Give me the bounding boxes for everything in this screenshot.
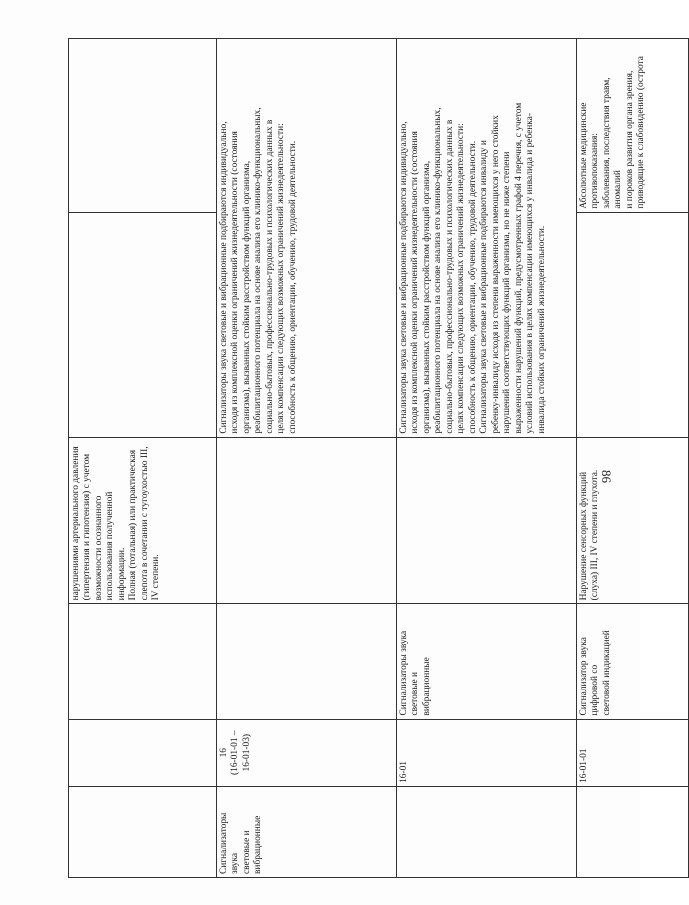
page-number: 86 — [599, 470, 614, 483]
cell-category: Сигнализаторы звука световые и вибрационные — [217, 786, 397, 877]
table-row — [69, 39, 217, 878]
table-row — [217, 39, 397, 878]
cell-function-impairment — [217, 437, 397, 604]
cell-function-impairment — [397, 437, 577, 604]
cell-code: 16-01-01 — [577, 719, 689, 786]
cell-recommendations — [577, 212, 689, 437]
cell-contraindications — [69, 39, 217, 213]
cell-recommendations: Сигнализаторы звука световые и вибрационные подбираются индивидуально, исходя из комплексной оценки ограничений жизнедеятельности (состояния организма), вызванных стойким расстройством функций организма, реабилитационного потенциала на основе анализа его клинико-функциональных, социально-бытовых, профессионально-трудовых и психологических данных в целях компенсации следующих возможных ограничений жизнедеятельности: способность к общению, ориентации, обучению, трудовой деятельности. — [217, 39, 397, 438]
cell-function-impairment: Нарушение сенсорных функций (слуха) III, IV степени и глухота. — [577, 437, 689, 604]
cell-contraindications: Абсолютные медицинские противопоказания: заболевания, последствия травм, аномалий и пороков развития органа зрения, приводящие к слабовидению (острота — [577, 39, 689, 213]
cell-function-impairment: нарушениями артериального давления (гипертензия и гипотензия) с учетом возможности осознанного использования полученной информации. Полная (тотальная) или практическая слепота в сочетании с тугоухостью III, IV степени. — [69, 437, 217, 604]
table-row — [397, 39, 577, 878]
cell-name — [69, 604, 217, 719]
cell-code: 16-01 — [397, 719, 577, 786]
equipment-table — [68, 38, 689, 878]
cell-name: Сигнализатор звука цифровой со световой индикацией — [577, 604, 689, 719]
cell-category — [69, 786, 217, 877]
cell-code: 16 (16-01-01 – 16-01-03) — [217, 719, 397, 786]
cell-recommendations — [69, 212, 217, 437]
table-row — [577, 39, 689, 878]
cell-name: Сигнализаторы звука световые и вибрационные — [397, 604, 577, 719]
cell-recommendations: Сигнализаторы звука световые и вибрационные подбираются индивидуально, исходя из комплексной оценки ограничений жизнедеятельности (состояния организма), вызванных стойким расстройством функций организма, реабилитационного потенциала на основе анализа его клинико-функциональных, социально-бытовых, профессионально-трудовых и психологических данных в целях компенсации следующих возможных ограничений жизнедеятельности: способность к общению, ориентации, обучению, трудовой деятельности. Сигнализаторы звука световые и вибрационные подбираются инвалиду и ребенку-инвалиду исходя из степени выраженности имеющихся у него стойких нарушений соответствующих функций организма, но не ниже степени выраженности нарушений функций, предусмотренных графой 4 перечня, с учетом условий использования в целях компенсации имеющихся у инвалида и ребенка- инвалида стойких ограничений жизнедеятельности. — [397, 39, 577, 438]
cell-category — [397, 786, 577, 877]
cell-name — [217, 604, 397, 719]
cell-code — [69, 719, 217, 786]
cell-category — [577, 786, 689, 877]
